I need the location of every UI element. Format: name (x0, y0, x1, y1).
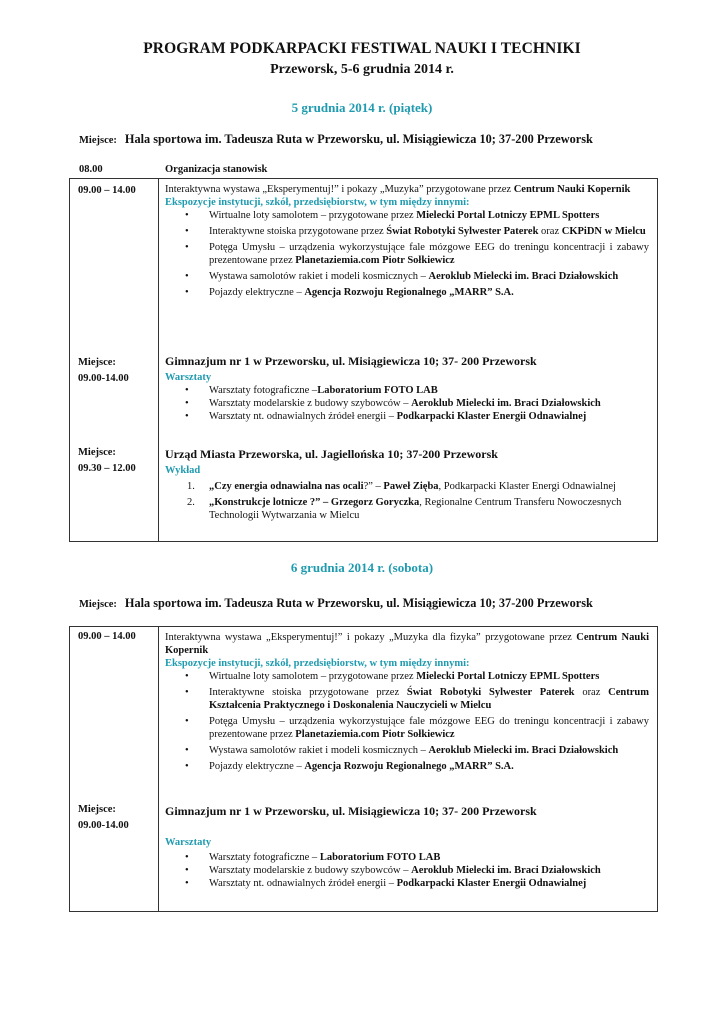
expo-title: Ekspozycje instytucji, szkół, przedsiębiorstw, w tym między innymi: (165, 197, 470, 208)
list-item: • Warsztaty nt. odnawialnych źródeł energii – Podkarpacki Klaster Energii Odnawialnej (165, 410, 649, 423)
day1-setup-label: Organizacja stanowisk (165, 164, 268, 175)
list-item: 1. „Czy energia odnawialna nas ocali?” – Paweł Zięba, Podkarpacki Klaster Energi Odnawialnej (187, 481, 616, 492)
list-item: • Interaktywne stoiska przygotowane przez Świat Robotyki Sylwester Paterek oraz CKPiDN w Mielcu (165, 225, 649, 238)
day2-venue2-section (165, 805, 649, 890)
day2-intro (165, 631, 649, 657)
page-title: PROGRAM PODKARPACKI FESTIWAL NAUKI I TECHNIKI (143, 40, 581, 57)
place-label: Miejsce: (79, 135, 117, 146)
list-item: • Wirtualne loty samolotem – przygotowane przez Mielecki Portal Lotniczy EPML Spotters (165, 209, 649, 222)
time-column (70, 627, 159, 911)
list-item: • Potęga Umysłu – urządzenia wykorzystujące fale mózgowe EEG do treningu koncentracji i zabawy prezentowane przez Planetaziemia.com Piotr Sołkiewicz (165, 715, 649, 741)
list-item: • Wystawa samolotów rakiet i modeli kosmicznych – Aeroklub Mielecki im. Braci Działowskich (165, 744, 649, 757)
workshops-list (165, 851, 649, 890)
day2-place-line (79, 596, 593, 611)
list-item: • Warsztaty nt. odnawialnych źródeł energii – Podkarpacki Klaster Energii Odnawialnej (165, 877, 649, 890)
place-label: Miejsce: (79, 599, 117, 610)
list-item: • Potęga Umysłu – urządzenia wykorzystujące fale mózgowe EEG do treningu koncentracji i zabawy prezentowane przez Planetaziemia.com Piotr Sołkiewicz (165, 241, 649, 267)
place-text: Hala sportowa im. Tadeusza Ruta w Przeworsku, ul. Misiągiewicza 10; 37-200 Przeworsk (124, 132, 593, 146)
venue-title: Gimnazjum nr 1 w Przeworsku, ul. Misiągiewicza 10; 37- 200 Przeworsk (165, 804, 537, 818)
workshops-title: Warsztaty (165, 837, 212, 848)
day2-time-main: 09.00 – 14.00 (78, 631, 136, 642)
loc-time: 09.00-14.00 (78, 820, 129, 831)
place-text: Hala sportowa im. Tadeusza Ruta w Przeworsku, ul. Misiągiewicza 10; 37-200 Przeworsk (124, 596, 593, 610)
list-item: • Pojazdy elektryczne – Agencja Rozwoju Regionalnego „MARR” S.A. (165, 760, 649, 773)
intro-org: Centrum Nauki Kopernik (165, 632, 649, 656)
lecture-list (165, 480, 649, 522)
day1-date: 5 grudnia 2014 r. (piątek) (291, 100, 433, 115)
list-item: • Warsztaty modelarskie z budowy szybowców – Aeroklub Mielecki im. Braci Działowskich (165, 864, 649, 877)
loc-label: Miejsce: (78, 357, 116, 368)
loc-time: 09.30 – 12.00 (78, 463, 136, 474)
venue-title: Urząd Miasta Przeworska, ul. Jagiellońska 10; 37-200 Przeworsk (165, 447, 498, 461)
day1-place-line (79, 132, 593, 147)
day1-loc2-time (78, 355, 129, 387)
day1-content (165, 183, 649, 299)
list-item: • Wystawa samolotów rakiet i modeli kosmicznych – Aeroklub Mielecki im. Braci Działowskich (165, 270, 649, 283)
expo-title: Ekspozycje instytucji, szkół, przedsiębiorstw, w tym między innymi: (165, 658, 470, 669)
day1-loc3-time (78, 445, 136, 477)
page-subtitle: Przeworsk, 5-6 grudnia 2014 r. (270, 62, 454, 77)
day1-venue3-section (165, 448, 649, 522)
expo-list (165, 209, 649, 299)
day2-schedule-table (69, 626, 658, 912)
list-item: • Wirtualne loty samolotem – przygotowane przez Mielecki Portal Lotniczy EPML Spotters (165, 670, 649, 683)
list-item: • Pojazdy elektryczne – Agencja Rozwoju Regionalnego „MARR” S.A. (165, 286, 649, 299)
day1-schedule-table (69, 178, 658, 542)
loc-time: 09.00-14.00 (78, 373, 129, 384)
expo-list (165, 670, 649, 773)
list-item: 2. „Konstrukcje lotnicze ?” – Grzegorz Goryczka, Regionalne Centrum Transferu Nowoczesnych Technologii Wytwarzania w Mielcu (187, 497, 622, 521)
list-item: • Warsztaty modelarskie z budowy szybowców – Aeroklub Mielecki im. Braci Działowskich (165, 397, 649, 410)
day1-intro (165, 183, 649, 196)
day2-content (165, 631, 649, 773)
intro-text: Interaktywna wystawa „Eksperymentuj!” i pokazy „Muzyka” przygotowane przez (165, 184, 514, 195)
loc-label: Miejsce: (78, 447, 116, 458)
day1-time-setup: 08.00 (79, 164, 103, 175)
day1-venue2-section (165, 355, 649, 423)
list-item: • Warsztaty fotograficzne –Laboratorium FOTO LAB (165, 384, 649, 397)
day2-loc2-time (78, 802, 129, 834)
venue-title: Gimnazjum nr 1 w Przeworsku, ul. Misiągiewicza 10; 37- 200 Przeworsk (165, 354, 537, 368)
intro-text: Interaktywna wystawa „Eksperymentuj!” i pokazy „Muzyka dla fizyka” przygotowane przez (165, 632, 577, 643)
list-item: • Warsztaty fotograficzne – Laboratorium FOTO LAB (165, 851, 649, 864)
intro-org: Centrum Nauki Kopernik (513, 184, 631, 195)
workshops-title: Warsztaty (165, 372, 212, 383)
list-item: • Interaktywne stoiska przygotowane przez Świat Robotyki Sylwester Paterek oraz Centrum Kształcenia Praktycznego i Doskonalenia Nauczycieli w Mielcu (165, 686, 649, 712)
loc-label: Miejsce: (78, 804, 116, 815)
workshops-list (165, 384, 649, 423)
day1-time-main: 09.00 – 14.00 (78, 185, 136, 196)
day2-date: 6 grudnia 2014 r. (sobota) (290, 560, 434, 575)
lecture-title: Wykład (165, 465, 201, 476)
